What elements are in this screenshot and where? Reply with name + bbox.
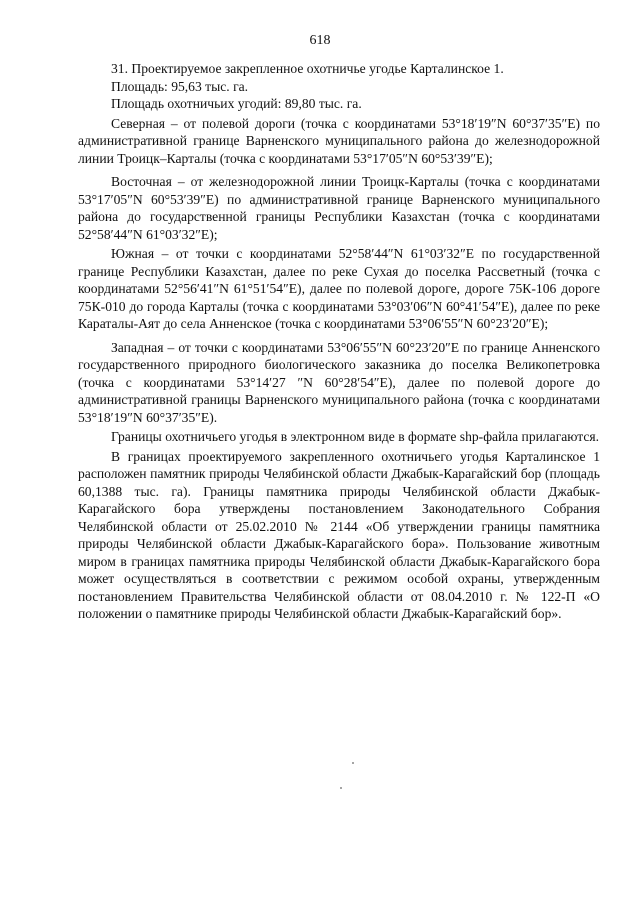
page-number: 618 — [309, 33, 331, 48]
scan-speck — [352, 762, 354, 764]
total-area-line: Площадь: 95,63 тыс. га. — [111, 78, 249, 94]
northern-boundary-paragraph: Северная – от полевой дороги (точка с координатами 53°18′19″N 60°37′35″E) по административной границе Варненского муниципального района до железнодорожной линии Троицк–Карталы (точка с координатами 53°17′05″N 60°53′39″E); — [78, 115, 600, 166]
eastern-boundary-paragraph: Восточная – от железнодорожной линии Троицк-Карталы (точка с координатами 53°17′05″N 60°53′39″E) по административной границе Варненского муниципального района до государственной границы Республики Казахстан (точка с координатами 52°58′44″N 61°03′32″E); — [78, 174, 600, 242]
hunting-area-line: Площадь охотничьих угодий: 89,80 тыс. га. — [111, 96, 362, 111]
nature-monument-paragraph: В границах проектируемого закрепленного охотничьего угодья Карталинское 1 расположен памятник природы Челябинской области Джабык-Карагайский бор (площадь 60,1388 тыс. га). Границы памятника природы Челябинской области Джабык-Карагайского бора утверждены постановлением Законодательного Собрания Челябинской области от 25.02.2010 № 2144 «Об утверждении границы памятника природы Челябинской области Джабык-Карагайского бора». Пользование животным миром в границах памятника природы Челябинской области Джабык-Карагайского бора может осуществляться в соответствии с режимом особой охраны, утвержденным постановлением Правительства Челябинской области от 08.04.2010 г. № 122-П «О положении о памятнике природы Челябинской области Джабык-Карагайский бор». — [78, 448, 600, 621]
southern-boundary-paragraph: Южная – от точки с координатами 52°58′44″N 61°03′32″E по государственной границе Республики Казахстан, далее по реке Сухая до поселка Рассветный (точка с координатами 52°56′41″N 61°51′54″E), далее по полевой дороге, дороге 75К-106 дороге 75К-010 до города Карталы (точка с координатами 53°03′06″N 60°41′54″E), далее по реке Караталы-Аят до села Анненское (точка с координатами 53°06′55″N 60°23′20″E); — [78, 246, 600, 331]
scan-speck — [340, 787, 342, 789]
western-boundary-paragraph: Западная – от точки с координатами 53°06′55″N 60°23′20″E по границе Анненского государственного природного биологического заказника до поселка Великопетровка (точка с координатами 53°14′27 ″N 60°28′54″E), далее по полевой дороге до административной границы Варненского муниципального района (точка с координатами 53°18′19″N 60°37′35″E). — [78, 339, 600, 425]
shp-file-note-paragraph: Границы охотничьего угодья в электронном виде в формате shp-файла прилагаются. — [111, 429, 600, 444]
document-body — [78, 60, 600, 623]
section-heading: 31. Проектируемое закрепленное охотничье угодье Карталинское 1. — [111, 61, 504, 76]
